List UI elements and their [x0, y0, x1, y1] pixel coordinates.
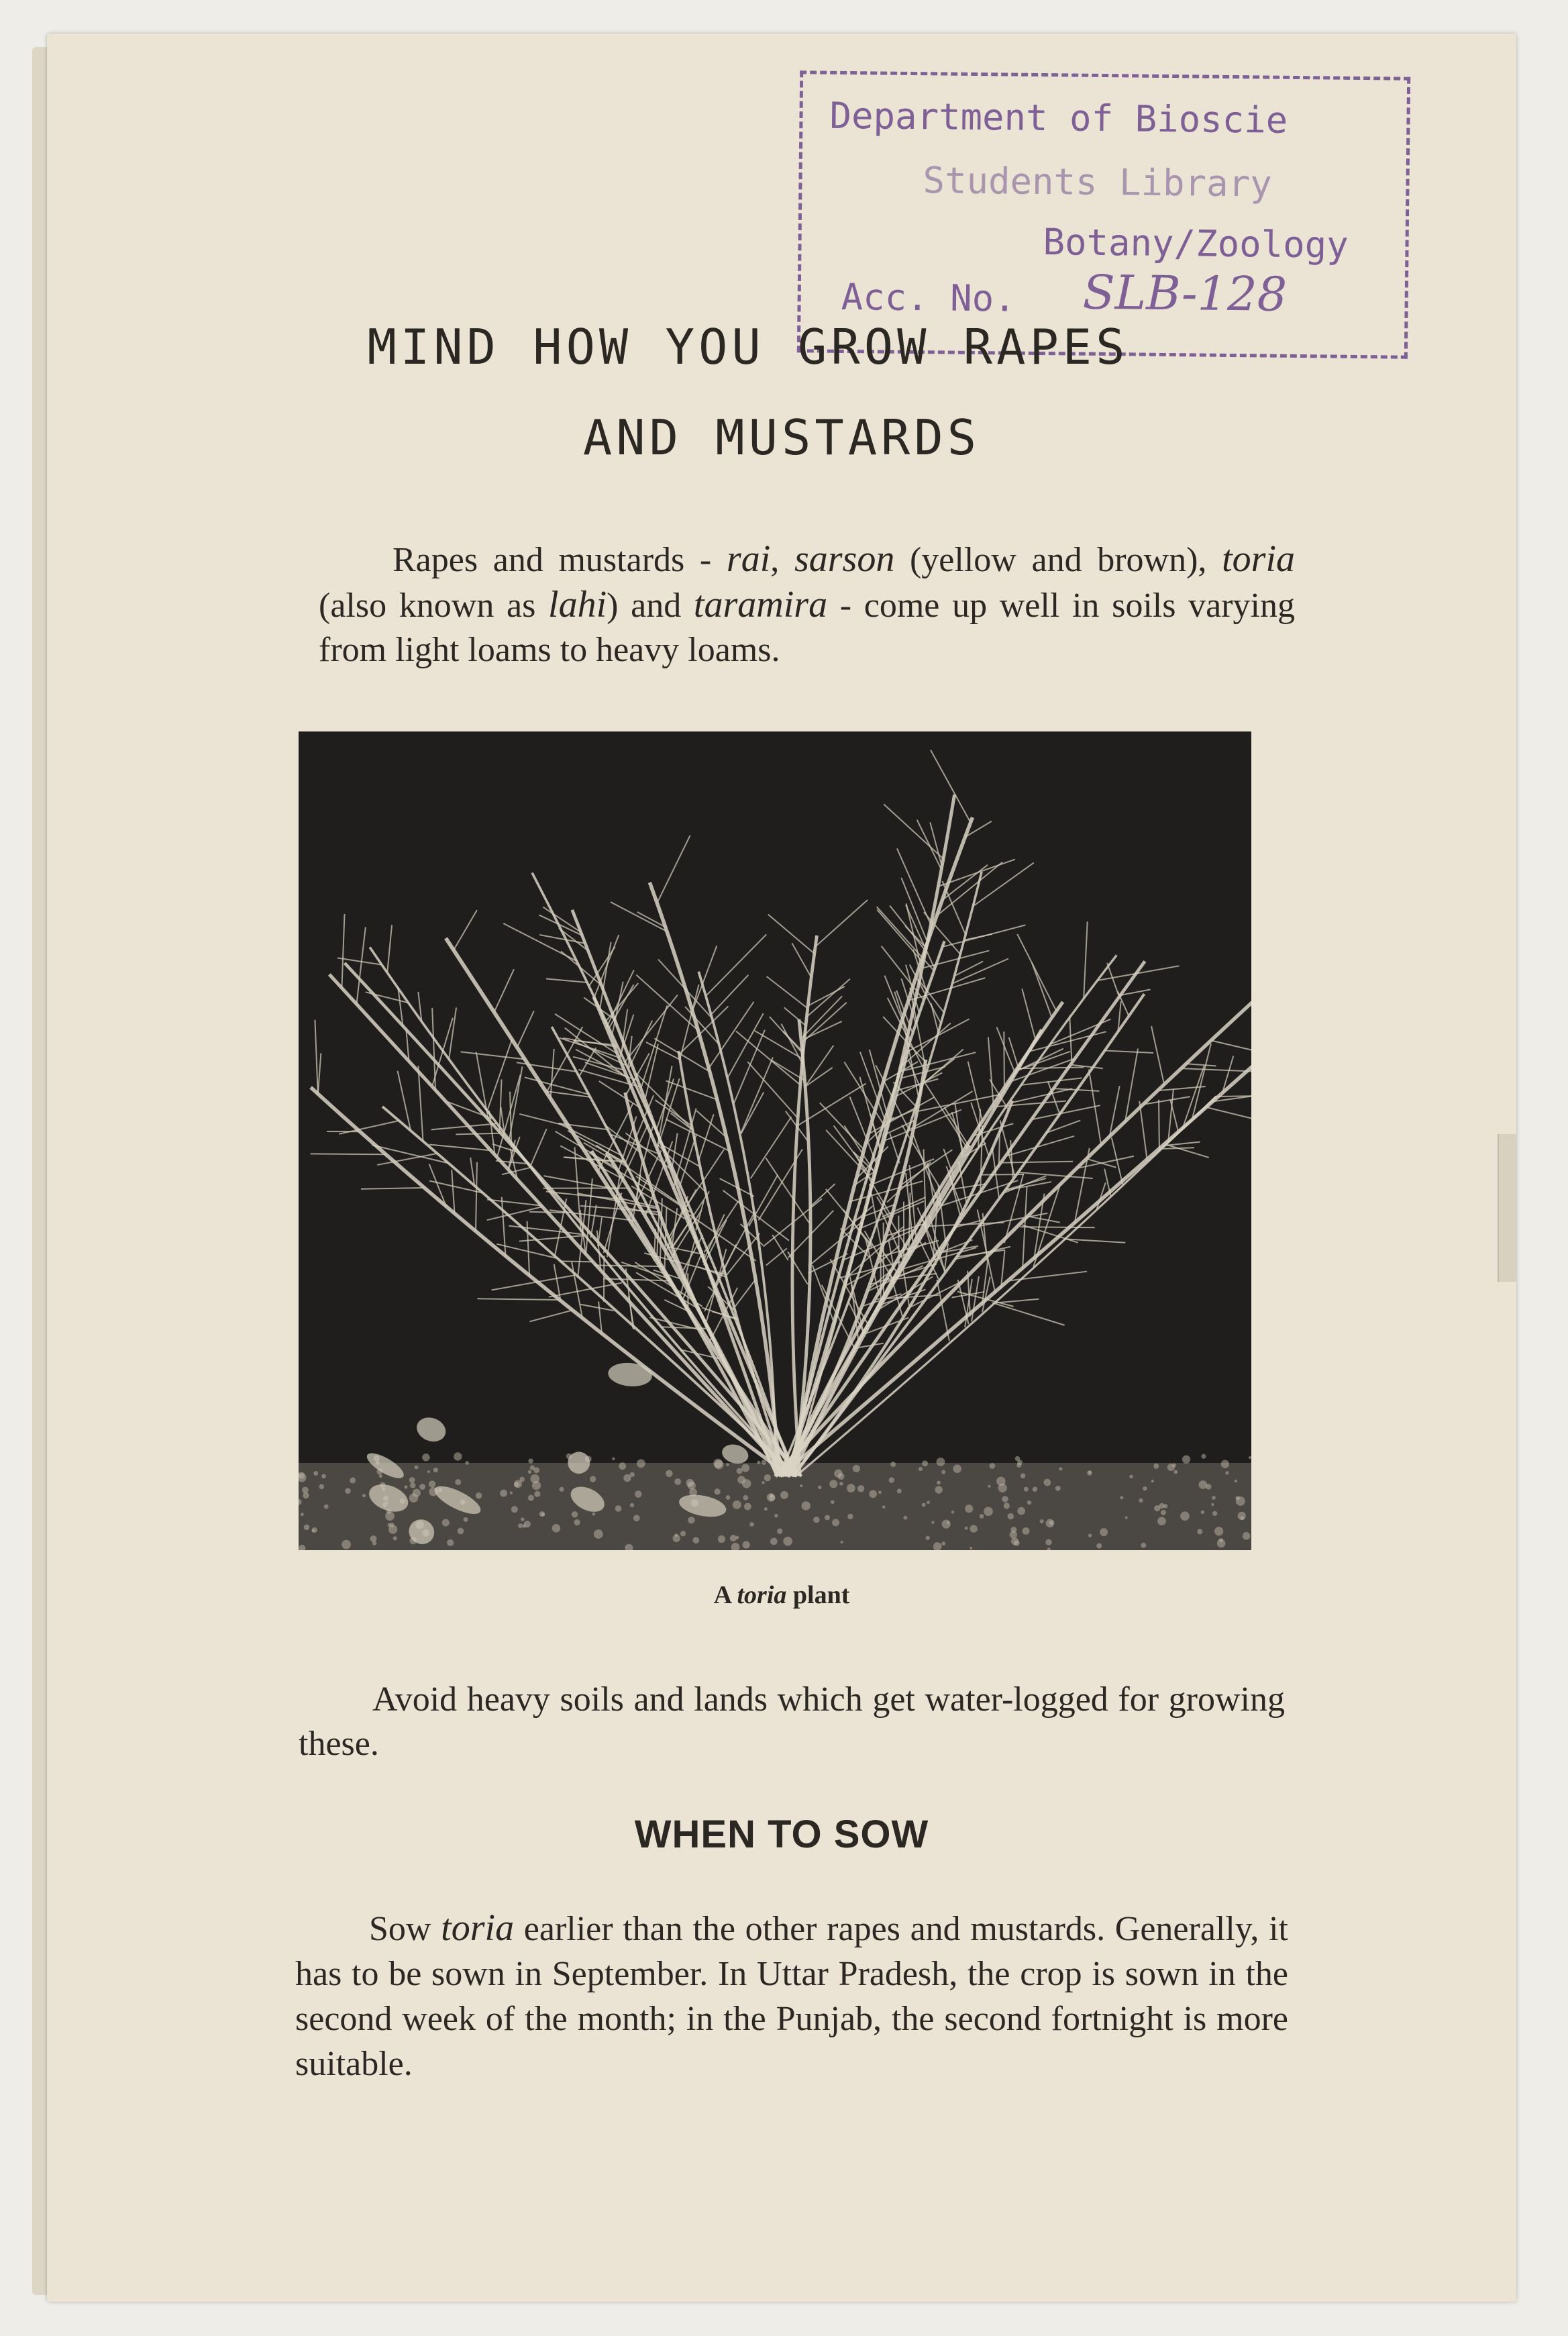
- page-edge-tab: [1498, 1134, 1516, 1282]
- intro-paragraph: Rapes and mustards - rai, sarson (yellow and brown), toria (also known as lahi) and taramira - come up well in soils varying from light loams to heavy loams.: [319, 538, 1296, 669]
- stamp-department: Department of Bioscie: [829, 94, 1288, 142]
- sowing-paragraph: Sow toria earlier than the other rapes and mustards. Generally, it has to be sown in September. In Uttar Pradesh, the crop is sown in the second week of the month; in the Punjab, the second fortnight is more suitable.: [295, 1907, 1288, 2083]
- toria-plant-photo: [299, 731, 1251, 1550]
- library-stamp: [797, 70, 1410, 359]
- stamp-accession-number: SLB-128: [1082, 264, 1288, 322]
- stamp-accession-label: Acc. No.: [841, 275, 1016, 320]
- stamp-subject: Botany/Zoology: [1043, 221, 1349, 266]
- page-title-line-2: AND MUSTARDS: [582, 409, 981, 466]
- page-title-line-1: MIND HOW YOU GROW RAPES: [367, 319, 1129, 375]
- leaflet-page: [47, 34, 1516, 2302]
- stamp-library: Students Library: [923, 159, 1272, 205]
- soil-advice-paragraph: Avoid heavy soils and lands which get water-logged for growing these.: [299, 1680, 1285, 1763]
- photo-caption: A toria plant: [713, 1581, 850, 1609]
- section-heading-when-to-sow: WHEN TO SOW: [634, 1813, 929, 1856]
